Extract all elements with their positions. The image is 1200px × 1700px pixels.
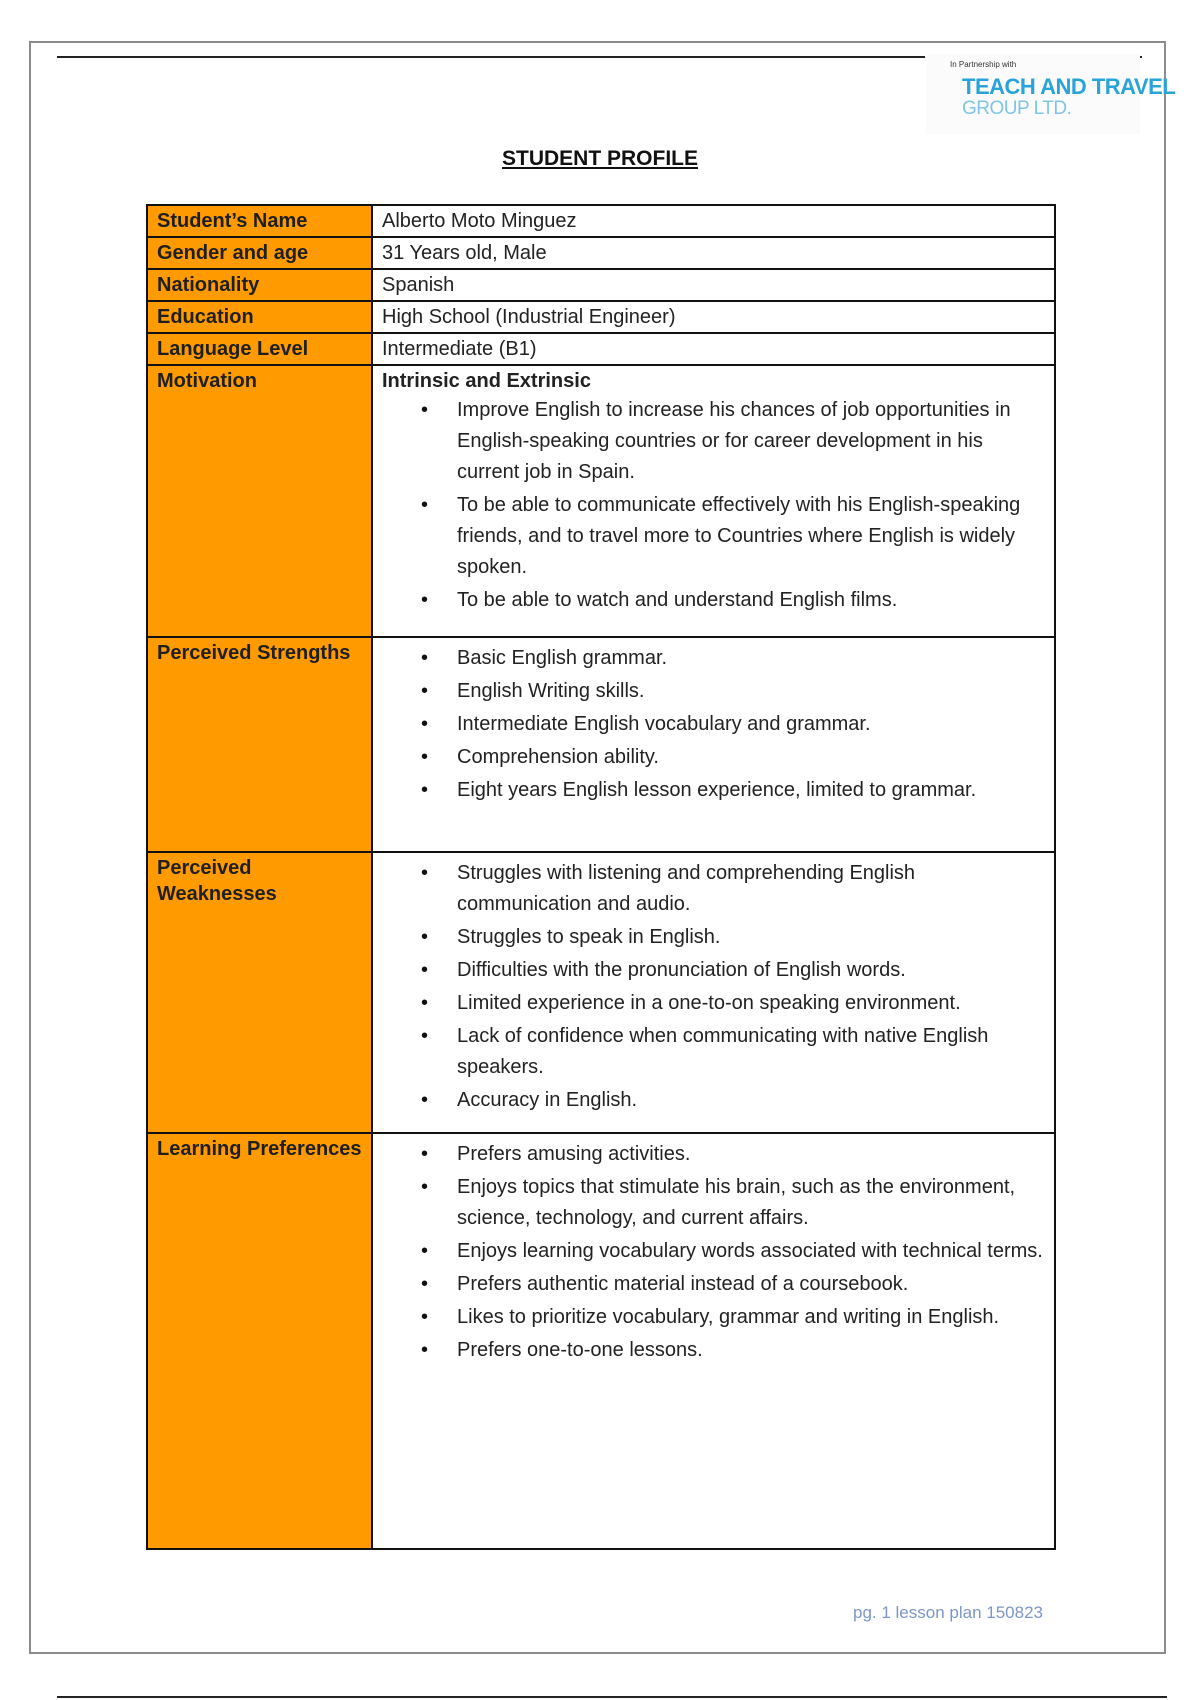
student-name-value: Alberto Moto Minguez xyxy=(372,205,1055,237)
table-row xyxy=(147,637,1055,852)
gender-age-value: 31 Years old, Male xyxy=(372,237,1055,269)
table-row xyxy=(147,852,1055,1133)
list-item: • Enjoys learning vocabulary words associated with technical terms. xyxy=(457,1236,1045,1267)
table-row xyxy=(147,205,1055,237)
list-item: • Prefers one-to-one lessons. xyxy=(457,1335,1045,1366)
header-rule xyxy=(57,56,925,58)
table-row xyxy=(147,301,1055,333)
list-item: • Likes to prioritize vocabulary, grammar and writing in English. xyxy=(457,1302,1045,1333)
list-item: • Prefers amusing activities. xyxy=(457,1139,1045,1170)
row-label-weaknesses: Perceived Weaknesses xyxy=(147,852,372,1133)
weaknesses-list xyxy=(382,858,1045,1116)
education-value: High School (Industrial Engineer) xyxy=(372,301,1055,333)
list-item: • Enjoys topics that stimulate his brain, such as the environment, science, technology, and current affairs. xyxy=(457,1172,1045,1234)
row-label-motivation: Motivation xyxy=(147,365,372,637)
company-logo xyxy=(926,54,1176,134)
list-item: • To be able to watch and understand English films. xyxy=(457,585,1045,616)
logo-suffix: GROUP LTD. xyxy=(962,98,1072,119)
motivation-heading: Intrinsic and Extrinsic xyxy=(382,370,591,392)
list-item: • Limited experience in a one-to-on speaking environment. xyxy=(457,988,1045,1019)
row-label-language-level: Language Level xyxy=(147,333,372,365)
language-level-value: Intermediate (B1) xyxy=(372,333,1055,365)
list-item: • Eight years English lesson experience, limited to grammar. xyxy=(457,775,1045,806)
motivation-cell xyxy=(372,365,1055,637)
list-item: • Prefers authentic material instead of a coursebook. xyxy=(457,1269,1045,1300)
preferences-cell xyxy=(372,1133,1055,1549)
table-row xyxy=(147,269,1055,301)
list-item: • Lack of confidence when communicating with native English speakers. xyxy=(457,1021,1045,1083)
list-item: • Intermediate English vocabulary and grammar. xyxy=(457,709,1045,740)
table-row xyxy=(147,365,1055,637)
row-label-strengths: Perceived Strengths xyxy=(147,637,372,852)
row-label-nationality: Nationality xyxy=(147,269,372,301)
logo-name: TEACH AND TRAVEL xyxy=(962,74,1176,99)
list-item: • To be able to communicate effectively with his English-speaking friends, and to travel more to Countries where English is widely spoken. xyxy=(457,490,1045,583)
strengths-cell xyxy=(372,637,1055,852)
row-label-preferences: Learning Preferences xyxy=(147,1133,372,1549)
strengths-list xyxy=(382,643,1045,806)
footer-rule xyxy=(57,1696,1167,1698)
list-item: • Accuracy in English. xyxy=(457,1085,1045,1116)
list-item: • Comprehension ability. xyxy=(457,742,1045,773)
table-row xyxy=(147,333,1055,365)
weaknesses-cell xyxy=(372,852,1055,1133)
page-footer: pg. 1 lesson plan 150823 xyxy=(853,1603,1043,1622)
list-item: • Improve English to increase his chances of job opportunities in English-speaking countries or for career development in his current job in Spain. xyxy=(457,395,1045,488)
page-title: STUDENT PROFILE xyxy=(501,147,698,170)
logo-caption: In Partnership with xyxy=(950,60,1017,69)
list-item: • English Writing skills. xyxy=(457,676,1045,707)
table-row xyxy=(147,237,1055,269)
nationality-value: Spanish xyxy=(372,269,1055,301)
list-item: • Struggles with listening and comprehending English communication and audio. xyxy=(457,858,1045,920)
row-label-gender-age: Gender and age xyxy=(147,237,372,269)
preferences-list xyxy=(382,1139,1045,1366)
row-label-education: Education xyxy=(147,301,372,333)
list-item: • Difficulties with the pronunciation of English words. xyxy=(457,955,1045,986)
list-item: • Basic English grammar. xyxy=(457,643,1045,674)
motivation-list xyxy=(382,395,1045,616)
student-profile-table xyxy=(146,204,1056,1550)
table-row xyxy=(147,1133,1055,1549)
list-item: • Struggles to speak in English. xyxy=(457,922,1045,953)
row-label-name: Student’s Name xyxy=(147,205,372,237)
